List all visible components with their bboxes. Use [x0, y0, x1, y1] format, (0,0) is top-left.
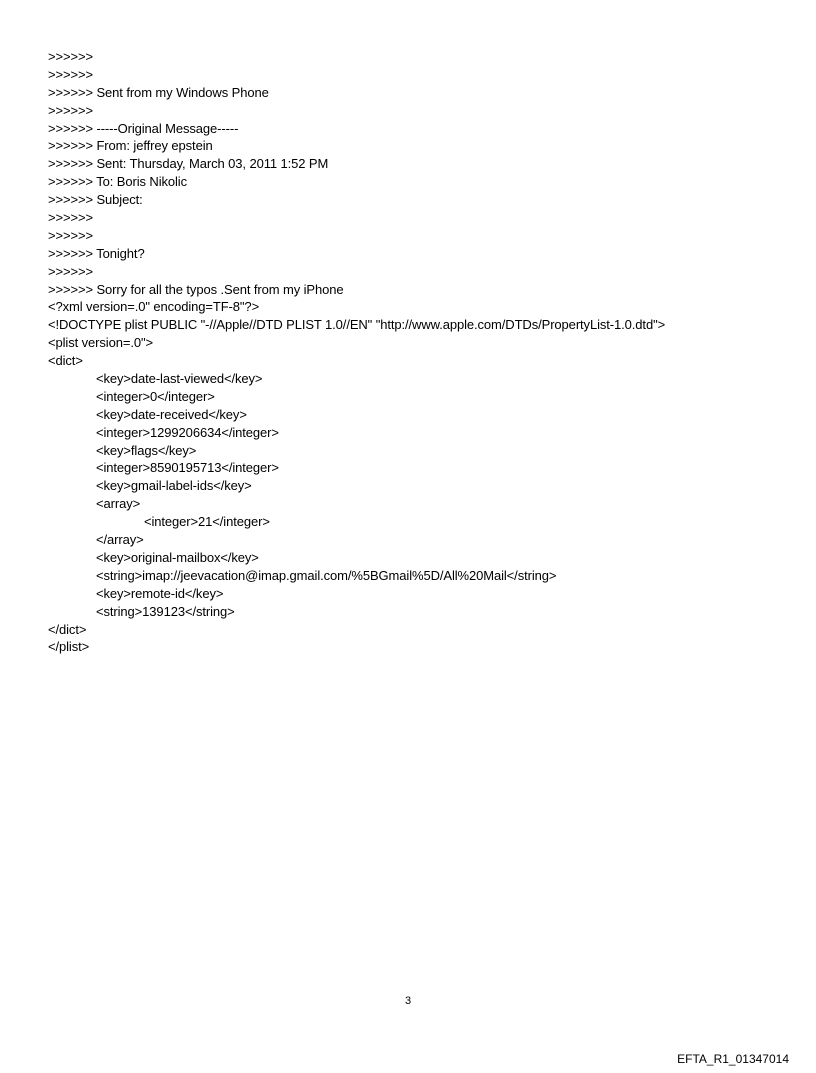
plist-key-line: <key>date-received</key>: [96, 406, 247, 422]
plist-key-line: <key>date-last-viewed</key>: [96, 371, 263, 387]
text-line: >>>>>> Sent from my Windows Phone: [48, 84, 269, 100]
plist-value-line: <integer>1299206634</integer>: [96, 424, 279, 440]
plist-value-line: <string>imap://jeevacation@imap.gmail.com/%5BGmail%5D/All%20Mail</string>: [96, 567, 557, 583]
plist-value-line: <integer>0</integer>: [96, 388, 215, 404]
text-line: >>>>>>: [48, 263, 93, 279]
xml-declaration-line: <?xml version=.0" encoding=TF-8"?>: [48, 299, 260, 315]
dict-close-line: </dict>: [48, 621, 87, 637]
email-subject-line: >>>>>> Subject:: [48, 192, 143, 208]
text-line: >>>>>>: [48, 102, 93, 118]
text-line: >>>>>>: [48, 66, 93, 82]
plist-key-line: <key>gmail-label-ids</key>: [96, 478, 252, 494]
email-message-line: >>>>>> Tonight?: [48, 245, 145, 261]
plist-key-line: <key>flags</key>: [96, 442, 197, 458]
plist-array-close-line: </array>: [96, 532, 144, 548]
plist-value-line: <integer>8590195713</integer>: [96, 460, 279, 476]
document-body: [48, 48, 788, 656]
email-to-line: >>>>>> To: Boris Nikolic: [48, 174, 187, 190]
email-sent-line: >>>>>> Sent: Thursday, March 03, 2011 1:52 PM: [48, 156, 329, 172]
text-line: >>>>>>: [48, 227, 93, 243]
plist-open-line: <plist version=.0">: [48, 335, 153, 351]
text-line: >>>>>>: [48, 49, 93, 64]
email-from-line: >>>>>> From: jeffrey epstein: [48, 138, 213, 154]
plist-key-line: <key>original-mailbox</key>: [96, 549, 259, 565]
plist-key-line: <key>remote-id</key>: [96, 585, 224, 601]
doctype-line: <!DOCTYPE plist PUBLIC "-//Apple//DTD PLIST 1.0//EN" "http://www.apple.com/DTDs/PropertyList-1.0.dtd">: [48, 317, 666, 333]
text-line: >>>>>>: [48, 210, 93, 226]
dict-open-line: <dict>: [48, 353, 83, 369]
plist-value-line: <integer>21</integer>: [144, 514, 270, 530]
plist-close-line: </plist>: [48, 639, 90, 655]
plist-array-open-line: <array>: [96, 496, 141, 512]
bates-number: EFTA_R1_01347014: [677, 1052, 789, 1066]
plist-value-line: <string>139123</string>: [96, 603, 235, 619]
page-number: 3: [404, 995, 412, 1007]
email-signature-line: >>>>>> Sorry for all the typos .Sent from my iPhone: [48, 281, 344, 297]
text-line: >>>>>> -----Original Message-----: [48, 120, 239, 136]
